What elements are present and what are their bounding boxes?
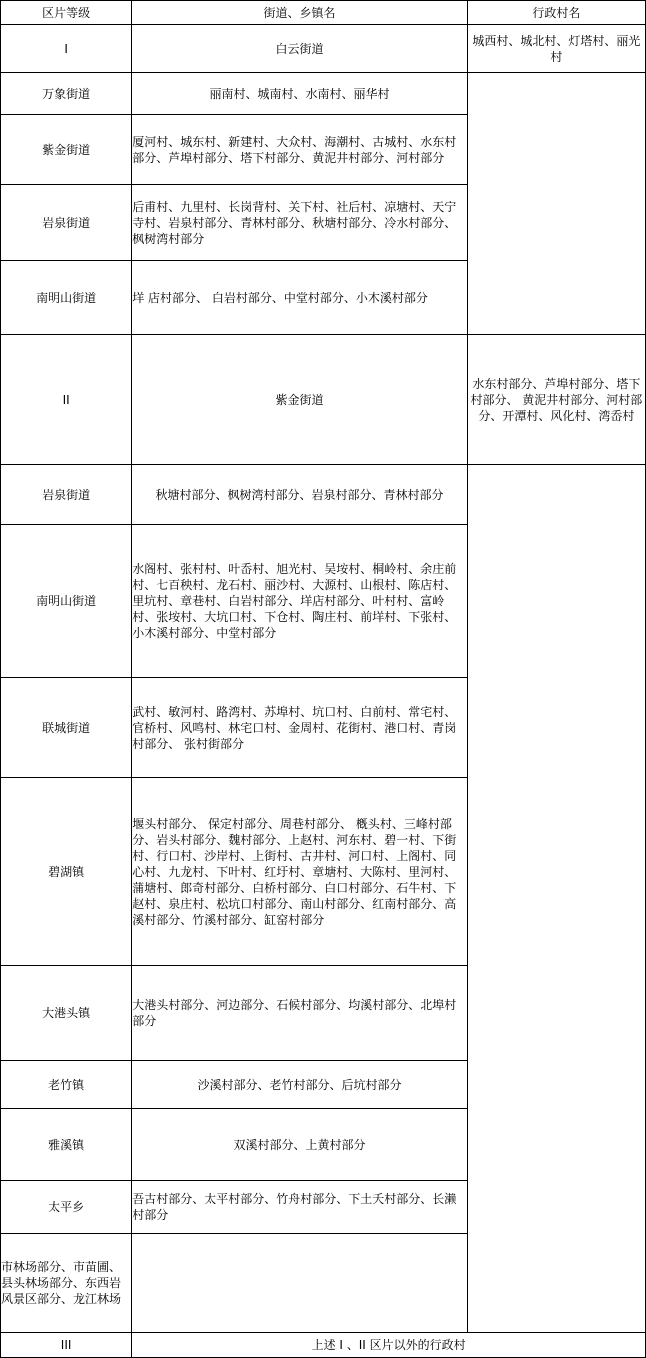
street-name: 岩泉街道 <box>1 465 132 525</box>
tier-label: II <box>1 335 132 465</box>
street-name: 太平乡 <box>1 1181 132 1234</box>
street-name: 大港头镇 <box>1 966 132 1061</box>
village-list: 后甫村、九里村、长岗背村、关下村、社后村、凉塘村、天宁寺村、岩泉村部分、青林村部分、秋塘村部分、冷水村部分、枫树湾村部分 <box>132 185 468 261</box>
table-row <box>1 73 646 115</box>
street-name: 万象街道 <box>1 73 132 115</box>
village-list: 双溪村部分、上黄村部分 <box>132 1109 468 1181</box>
empty-cell <box>467 465 645 1333</box>
street-name: 紫金街道 <box>132 335 468 465</box>
tier-label: I <box>1 25 132 73</box>
street-name: 岩泉街道 <box>1 185 132 261</box>
village-list: 吾古村部分、太平村部分、竹舟村部分、下土夭村部分、长濑村部分 <box>132 1181 468 1234</box>
street-name: 南明山街道 <box>1 261 132 335</box>
village-list: 沙溪村部分、老竹村部分、后坑村部分 <box>132 1061 468 1109</box>
table-row <box>1 1333 646 1358</box>
village-list: 垟 店村部分、 白岩村部分、中堂村部分、小木溪村部分 <box>132 261 468 335</box>
street-name: 紫金街道 <box>1 115 132 185</box>
village-list: 城西村、城北村、灯塔村、丽光村 <box>467 25 645 73</box>
street-name: 联城街道 <box>1 678 132 778</box>
table-row <box>1 25 646 73</box>
empty-cell <box>467 73 645 335</box>
village-list: 大港头村部分、河边部分、石候村部分、均溪村部分、北埠村部分 <box>132 966 468 1061</box>
tier-label: III <box>1 1333 132 1358</box>
tier-description: 上述 I 、II 区片以外的行政村 <box>132 1333 646 1358</box>
empty-cell <box>132 1234 468 1333</box>
street-name: 白云街道 <box>132 25 468 73</box>
village-list: 堰头村部分、 保定村部分、周巷村部分、 槪头村、三峰村部分、岩头村部分、魏村部分、上赵村、河东村、碧一村、下街村、行口村、沙岸村、上街村、古井村、河口村、上阁村、同心村、九龙村、下叶村、红圩村、章塘村、大陈村、里河村、蒲塘村、郎奇村部分、白桥村部分、白口村部分、石牛村、下赵村、泉庄村、松坑口村部分、南山村部分、红南村部分、高溪村部分、竹溪村部分、缸窑村部分 <box>132 778 468 966</box>
table-row <box>1 465 646 525</box>
village-list: 武村、敏河村、路湾村、苏埠村、坑口村、白前村、常宅村、官桥村、风鸣村、林宅口村、金周村、花街村、港口村、青岗村部分、 张村街部分 <box>132 678 468 778</box>
header-village: 行政村名 <box>467 1 645 25</box>
village-list: 水东村部分、芦埠村部分、塔下村部分、 黄泥井村部分、河村部分、开潭村、风化村、湾岙村 <box>467 335 645 465</box>
street-name: 碧湖镇 <box>1 778 132 966</box>
street-name: 老竹镇 <box>1 1061 132 1109</box>
header-zone-grade: 区片等级 <box>1 1 132 25</box>
village-list: 水阁村、张村村、叶岙村、旭光村、吴垵村、桐岭村、余庄前村、七百秧村、龙石村、丽沙村、大源村、山根村、陈店村、里坑村、章巷村、白岩村部分、垟店村部分、叶村村、富岭村、张垵村、大坑口村、下仓村、陶庄村、前垟村、下张村、小木溪村部分、中堂村部分 <box>132 525 468 678</box>
street-name: 南明山街道 <box>1 525 132 678</box>
street-name: 雅溪镇 <box>1 1109 132 1181</box>
village-list: 厦河村、城东村、新建村、大众村、海潮村、古城村、水东村部分、芦埠村部分、塔下村部分、黄泥井村部分、河村部分 <box>132 115 468 185</box>
table-row <box>1 335 646 465</box>
table-header-row <box>1 1 646 25</box>
village-list: 秋塘村部分、枫树湾村部分、岩泉村部分、青林村部分 <box>132 465 468 525</box>
forest-farm-label: 市林场部分、市苗圃、县头林场部分、东西岩风景区部分、龙江林场 <box>1 1234 132 1333</box>
village-list: 丽南村、城南村、水南村、丽华村 <box>132 73 468 115</box>
header-street-town: 街道、乡镇名 <box>132 1 468 25</box>
